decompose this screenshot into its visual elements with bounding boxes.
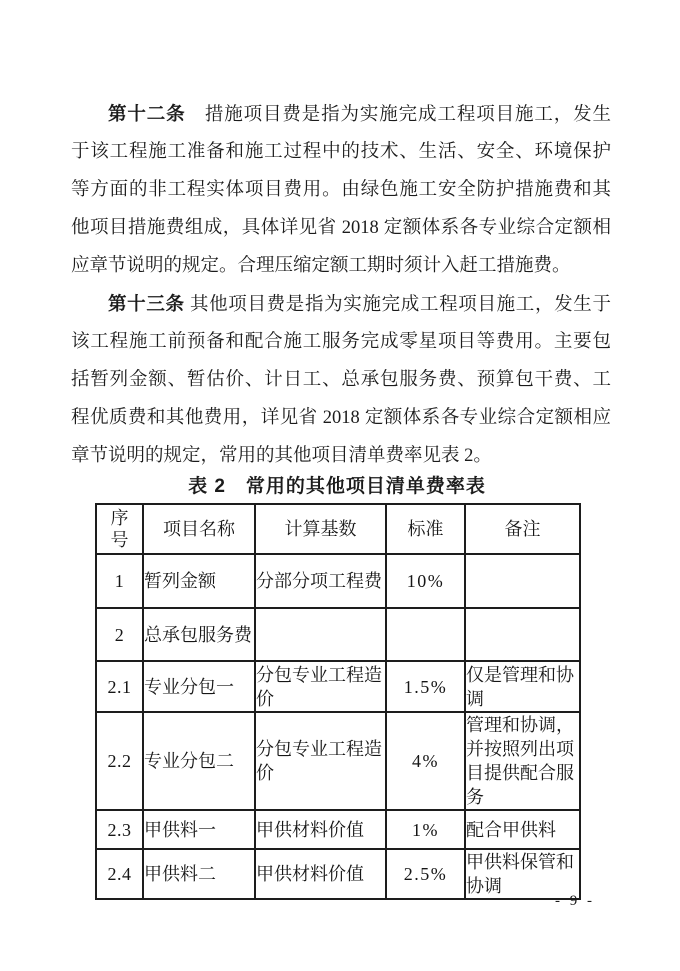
table-row (96, 608, 580, 661)
cell-calc-base: 分包专业工程造价 (255, 712, 386, 810)
table-row (96, 849, 580, 899)
cell-seq: 2.3 (96, 810, 143, 849)
cell-remark (465, 608, 580, 661)
paragraph-13-line (71, 285, 611, 323)
paragraph-text: 其他项目费是指为实施完成工程项目施工，发生于 (184, 295, 611, 315)
header-calc-base: 计算基数 (255, 504, 386, 554)
header-seq: 序号 (96, 504, 143, 554)
table-row (96, 554, 580, 608)
cell-calc-base: 分部分项工程费 (255, 554, 386, 608)
paragraph-text: 措施项目费是指为实施完成工程项目施工，发生 (185, 105, 611, 125)
cell-calc-base (255, 608, 386, 661)
cell-standard: 10% (386, 554, 465, 608)
cell-standard: 2.5% (386, 849, 465, 899)
cell-item-name: 专业分包一 (143, 661, 255, 712)
cell-remark (465, 554, 580, 608)
cell-standard: 1% (386, 810, 465, 849)
table-title: 表 2 常用的其他项目清单费率表 (188, 476, 486, 497)
paragraph-13-line: 程优质费和其他费用，详见省 2018 定额体系各专业综合定额相应 (71, 408, 611, 428)
table-row (96, 661, 580, 712)
paragraph-12-line: 他项目措施费组成，具体详见省 2018 定额体系各专业综合定额相 (71, 218, 611, 238)
header-item-name: 项目名称 (143, 504, 255, 554)
page-number: - 9 - (555, 893, 595, 909)
paragraph-13-line: 该工程施工前预备和配合施工服务完成零星项目等费用。主要包 (71, 332, 611, 352)
cell-item-name: 暂列金额 (143, 554, 255, 608)
cell-seq: 1 (96, 554, 143, 608)
header-remark: 备注 (465, 504, 580, 554)
paragraph-12-line: 应章节说明的规定。合理压缩定额工期时须计入赶工措施费。 (71, 256, 571, 276)
cell-remark: 管理和协调，并按照列出项目提供配合服务 (465, 712, 580, 810)
paragraph-12-line: 于该工程施工准备和施工过程中的技术、生活、安全、环境保护 (71, 142, 611, 162)
cell-item-name: 甲供料一 (143, 810, 255, 849)
cell-remark: 配合甲供料 (465, 810, 580, 849)
cell-remark: 甲供料保管和协调 (465, 849, 580, 899)
cell-seq: 2 (96, 608, 143, 661)
paragraph-13-line: 括暂列金额、暂估价、计日工、总承包服务费、预算包干费、工 (71, 370, 611, 390)
cell-standard: 1.5% (386, 661, 465, 712)
article-12-label: 第十二条 (108, 103, 186, 124)
table-header-row (96, 504, 580, 554)
cell-calc-base: 甲供材料价值 (255, 810, 386, 849)
table-row (96, 712, 580, 810)
cell-remark: 仅是管理和协调 (465, 661, 580, 712)
table-row (96, 810, 580, 849)
cell-seq: 2.4 (96, 849, 143, 899)
paragraph-13-line: 章节说明的规定，常用的其他项目清单费率见表 2。 (71, 446, 492, 466)
header-standard: 标准 (386, 504, 465, 554)
cell-item-name: 专业分包二 (143, 712, 255, 810)
article-13-label: 第十三条 (108, 293, 185, 314)
cell-seq: 2.1 (96, 661, 143, 712)
paragraph-12-line (71, 95, 611, 133)
cell-seq: 2.2 (96, 712, 143, 810)
cell-standard: 4% (386, 712, 465, 810)
cell-calc-base: 分包专业工程造价 (255, 661, 386, 712)
cell-standard (386, 608, 465, 661)
body-text (71, 95, 611, 475)
fee-rate-table (95, 503, 581, 900)
cell-item-name: 甲供料二 (143, 849, 255, 899)
paragraph-12-line: 等方面的非工程实体项目费用。由绿色施工安全防护措施费和其 (71, 180, 611, 200)
cell-item-name: 总承包服务费 (143, 608, 255, 661)
cell-calc-base: 甲供材料价值 (255, 849, 386, 899)
